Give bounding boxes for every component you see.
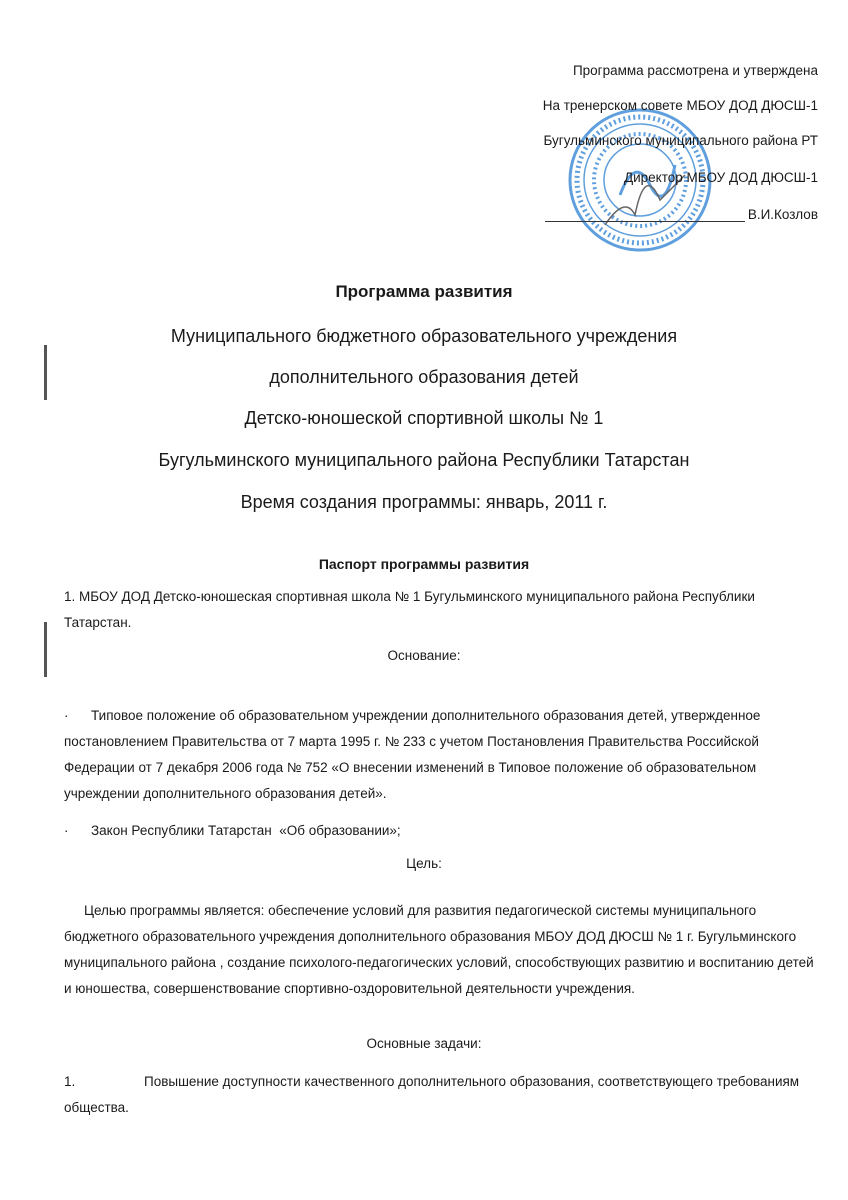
- passport-item-1: 1. МБОУ ДОД Детско-юношеская спортивная школа № 1 Бугульминского муниципального района Республики Татарстан.: [64, 589, 755, 630]
- signature-line: [545, 221, 745, 222]
- tasks-heading: Основные задачи:: [366, 1036, 482, 1051]
- title-line: Муниципального бюджетного образовательного учреждения: [170, 326, 678, 346]
- goal-text: Целью программы является: обеспечение условий для развития педагогической системы муниципального бюджетного образовательного учреждения дополнительного образования МБОУ ДОД ДЮСШ № 1 г. Бугульминского муниципального района , создание психолого-педагогических условий, способствующих развитию и воспитанию детей и юношества, совершенствование спортивно-оздоровительной деятельности учреждения.: [64, 903, 814, 996]
- title-line: дополнительного образования детей: [269, 367, 579, 387]
- basis-heading: Основание:: [387, 648, 461, 663]
- document-title: Программа развития: [335, 282, 513, 301]
- passport-heading: Паспорт программы развития: [318, 556, 530, 572]
- title-line: Бугульминского муниципального района Республики Татарстан: [158, 450, 690, 470]
- title-line: Детско-юношеской спортивной школы № 1: [244, 408, 604, 428]
- task-number: 1.: [64, 1074, 76, 1089]
- approval-line: Бугульминского муниципального района РТ: [543, 133, 818, 148]
- task-item: [64, 1069, 824, 1121]
- title-line: Время создания программы: январь, 2011 г.: [240, 492, 608, 512]
- basis-item: · Типовое положение об образовательном учреждении дополнительного образования детей, утвержденное постановлением Правительства от 7 марта 1995 г. № 233 с учетом Постановления Правительства Российской Федерации от 7 декабря 2006 года № 752 «О внесении изменений в Типовое положение об образовательном учреждении дополнительного образования детей».: [64, 708, 765, 801]
- basis-item: · Закон Республики Татарстан «Об образовании»;: [64, 823, 401, 838]
- approval-line: Программа рассмотрена и утверждена: [572, 63, 818, 78]
- approval-line: Директор МБОУ ДОД ДЮСШ-1: [623, 170, 818, 185]
- signature-name: В.И.Козлов: [747, 207, 818, 222]
- approval-line: На тренерском совете МБОУ ДОД ДЮСШ-1: [542, 98, 818, 113]
- task-text: Повышение доступности качественного дополнительного образования, соответствующего требованиям общества.: [64, 1074, 800, 1115]
- goal-heading: Цель:: [406, 856, 442, 871]
